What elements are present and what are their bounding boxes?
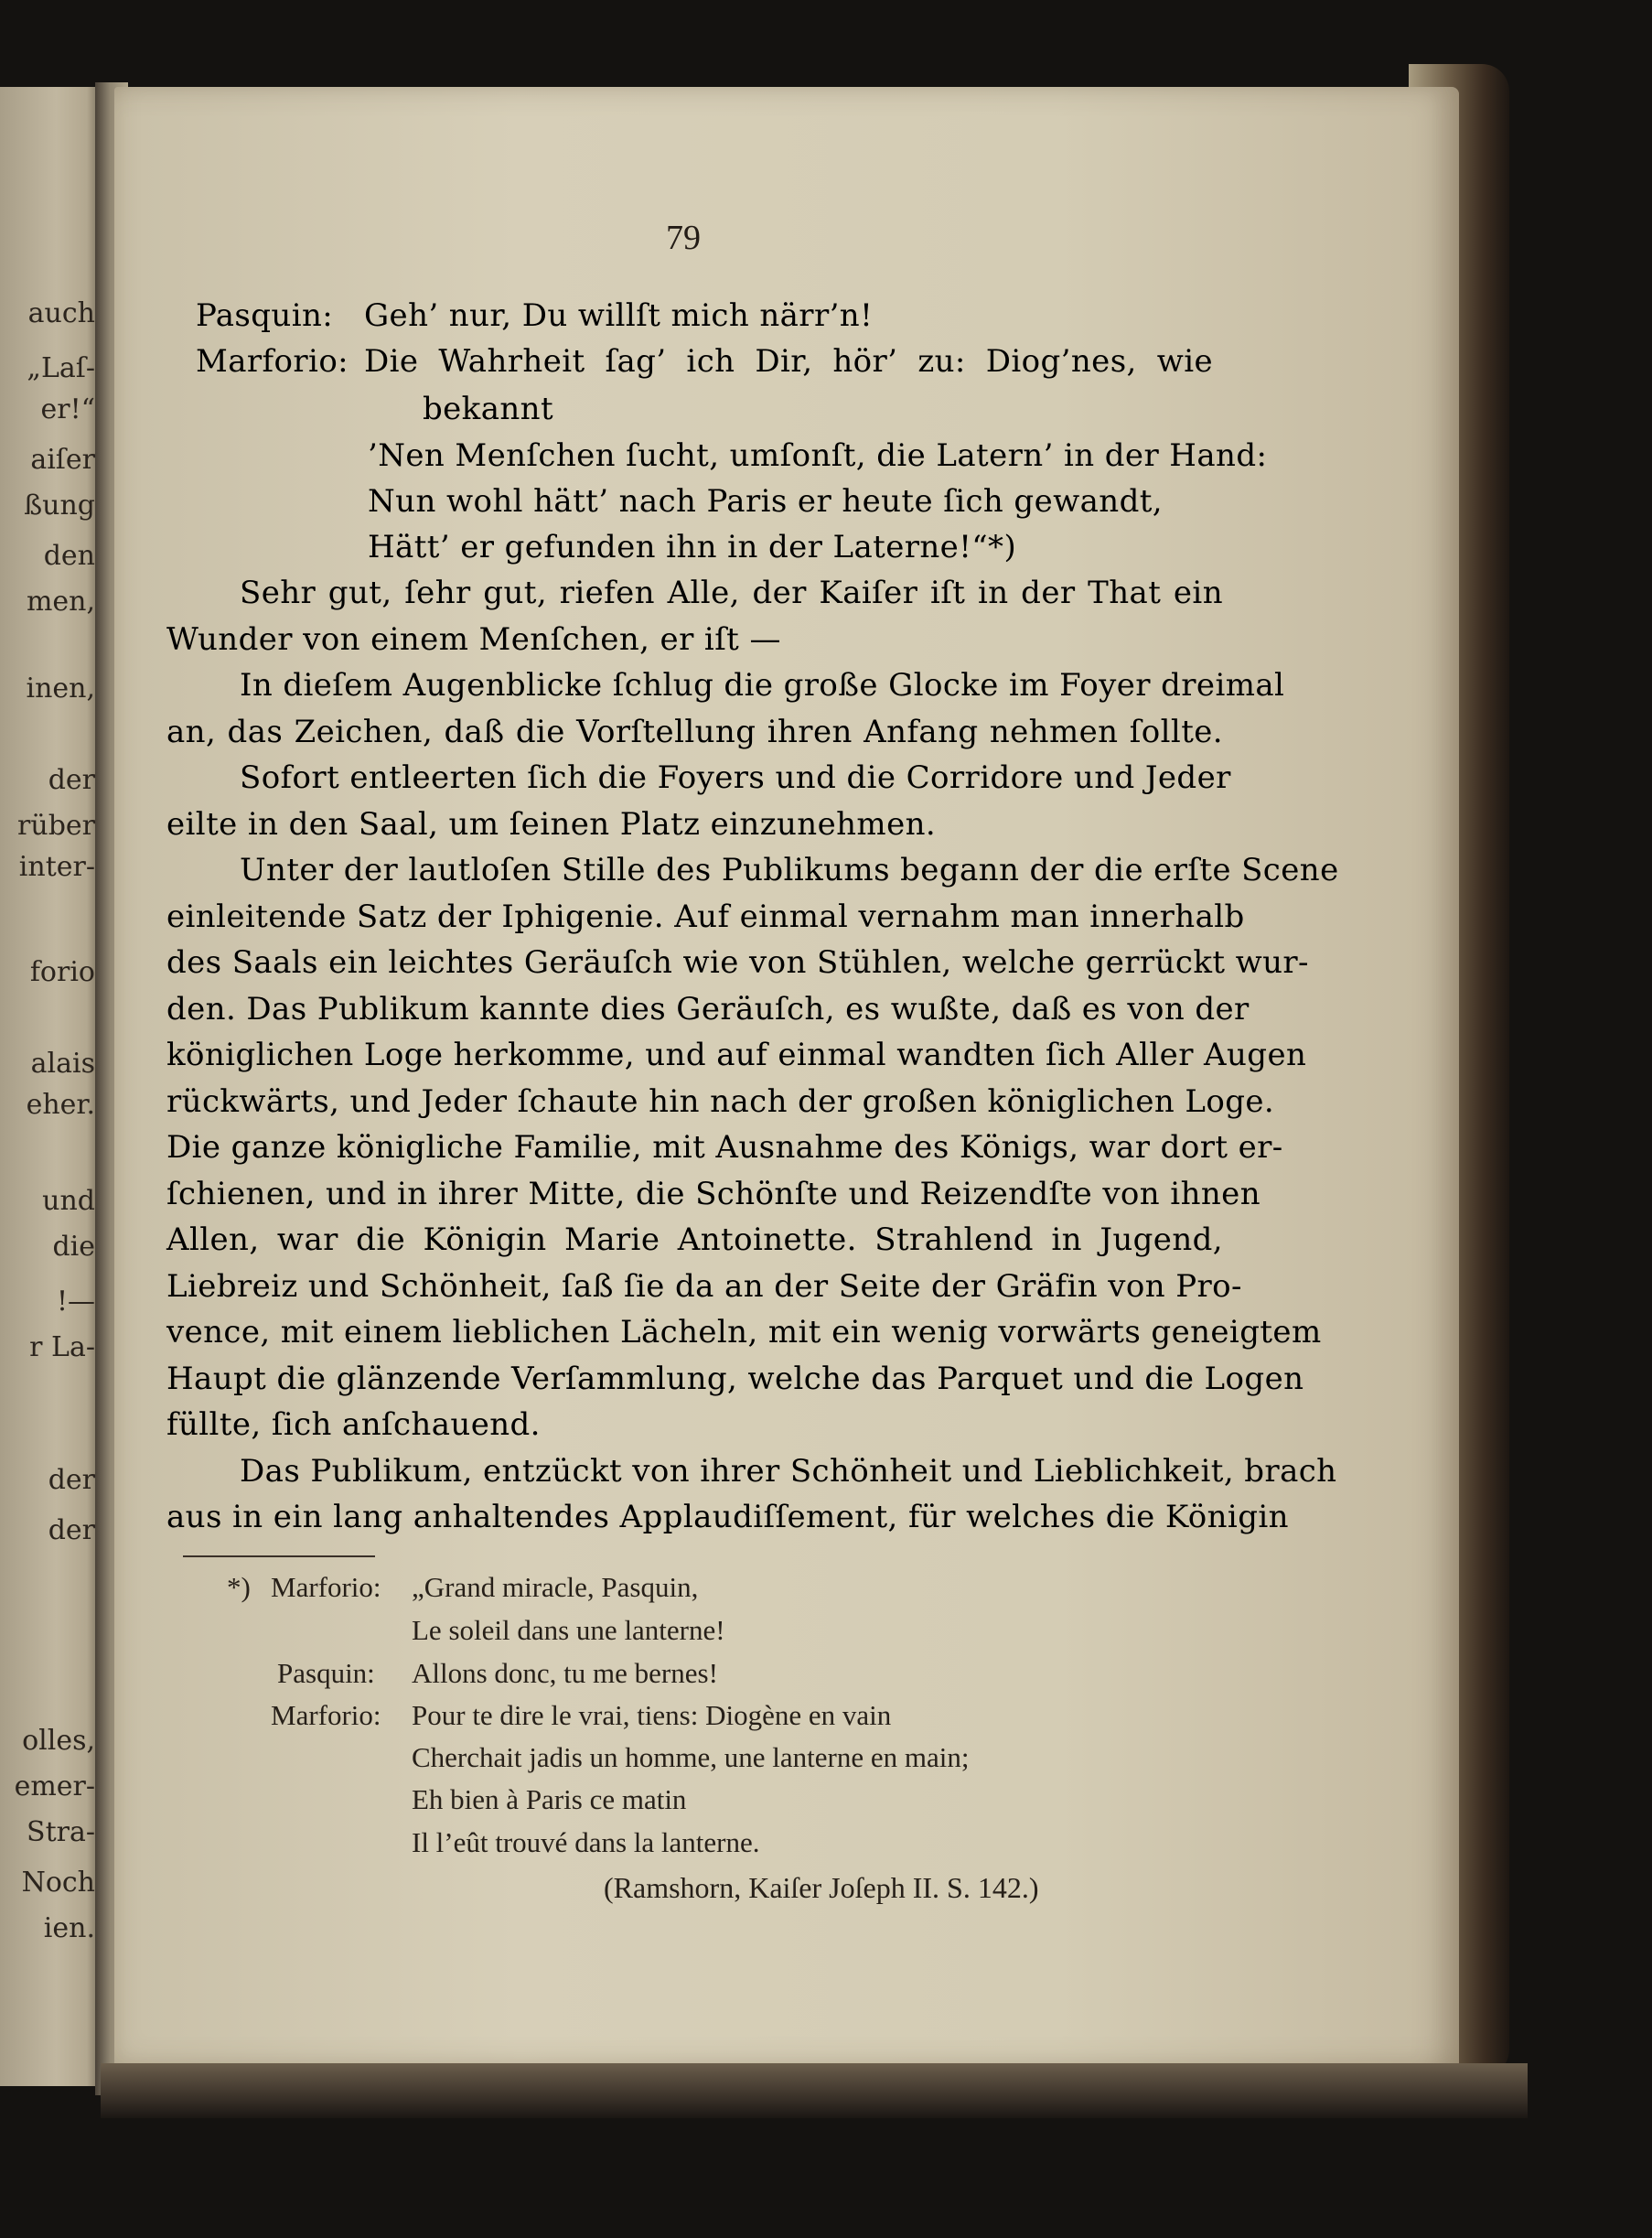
left-page-fragment: eher. xyxy=(26,1089,95,1121)
footnote-source: (Ramshorn, Kaiſer Joſeph II. S. 142.) xyxy=(604,1871,1039,1904)
footnote-speaker: Pasquin: xyxy=(277,1657,375,1689)
body-line: rückwärts, und Jeder ſchaute hin nach der großen königlichen Loge. xyxy=(166,1082,1275,1120)
dialog-line: ’Nen Menſchen ſucht, umſonſt, die Latern’ in der Hand: xyxy=(368,437,1268,474)
left-page-fragment: emer- xyxy=(14,1770,95,1802)
left-page-fragment: r La- xyxy=(29,1331,95,1363)
left-page-fragment: „Laſ- xyxy=(27,352,95,384)
left-page-fragment: inen, xyxy=(26,672,95,705)
footnote-line: Allons donc, tu me bernes! xyxy=(412,1657,718,1689)
body-line: Unter der lautloſen Stille des Publikums begann der die erſte Scene xyxy=(240,852,1339,888)
left-page-fragment: rüber xyxy=(17,810,95,842)
left-page-fragment: Stra- xyxy=(27,1816,95,1848)
left-page-fragment: alais xyxy=(30,1048,95,1080)
left-page-fragment: men, xyxy=(26,586,95,618)
footnote-line: „Grand miracle, Pasquin, xyxy=(412,1571,699,1603)
left-page-fragment: inter- xyxy=(18,851,95,883)
left-page-fragments xyxy=(0,87,102,2086)
footnote-speaker: Marforio: xyxy=(271,1699,381,1731)
footnote-speaker: Marforio: xyxy=(271,1571,381,1603)
left-page-fragment: aiſer xyxy=(30,444,95,476)
left-page-fragment: der xyxy=(48,1514,95,1546)
left-page-edge xyxy=(0,87,102,2086)
page-number: 79 xyxy=(666,219,701,257)
left-page-fragment: der xyxy=(48,764,95,796)
body-line: Haupt die glänzende Verſammlung, welche das Parquet und die Logen xyxy=(166,1360,1304,1397)
dialog-line: Die Wahrheit ſag’ ich Dir, hör’ zu: Diog’nes, wie xyxy=(364,343,1213,380)
body-line: In dieſem Augenblicke ſchlug die große Glocke im Foyer dreimal xyxy=(240,667,1285,704)
dialog-speaker: Marforio: xyxy=(196,343,349,380)
body-line: königlichen Loge herkomme, und auf einmal wandten ſich Aller Augen xyxy=(166,1037,1307,1073)
footnote-line: Il l’eût trouvé dans la lanterne. xyxy=(412,1826,760,1858)
footnote-rule xyxy=(183,1555,375,1557)
dialog-speaker: Pasquin: xyxy=(196,297,334,334)
left-page-fragment: er!“ xyxy=(40,393,95,425)
body-line: des Saals ein leichtes Geräuſch wie von Stühlen, welche gerrückt wur- xyxy=(166,944,1309,981)
dialog-line: Nun wohl hätt’ nach Paris er heute ſich gewandt, xyxy=(368,483,1164,520)
body-line: Liebreiz und Schönheit, ſaß ſie da an der Seite der Gräfin von Pro- xyxy=(166,1267,1242,1305)
left-page-fragment: auch xyxy=(27,297,95,329)
footnote-line: Eh bien à Paris ce matin xyxy=(412,1783,687,1815)
left-page-fragment: der xyxy=(48,1464,95,1496)
left-page-fragment: forio xyxy=(29,956,95,988)
footnote-line: Pour te dire le vrai, tiens: Diogène en vain xyxy=(412,1699,892,1731)
body-line: Die ganze königliche Familie, mit Ausnahme des Königs, war dort er- xyxy=(166,1129,1283,1166)
footnote-line: Le soleil dans une lanterne! xyxy=(412,1614,725,1646)
body-line: aus in ein lang anhaltendes Applaudiſſement, für welches die Königin xyxy=(166,1499,1289,1535)
body-line: Wunder von einem Menſchen, er iſt — xyxy=(166,620,781,658)
body-line: einleitende Satz der Iphigenie. Auf einmal vernahm man innerhalb xyxy=(166,898,1245,935)
left-page-fragment: ien. xyxy=(43,1912,95,1944)
left-page-fragment: den xyxy=(43,540,95,572)
body-line: eilte in den Saal, um ſeinen Platz einzunehmen. xyxy=(166,805,937,843)
body-line: Sehr gut, ſehr gut, riefen Alle, der Kaiſer iſt in der That ein xyxy=(240,575,1223,611)
body-line: vence, mit einem lieblichen Lächeln, mit ein wenig vorwärts geneigtem xyxy=(166,1314,1322,1350)
left-page-fragment: olles, xyxy=(22,1725,95,1757)
left-page-fragment: !— xyxy=(56,1286,95,1318)
book-bottom-edge xyxy=(101,2063,1528,2118)
footnote-marker: *) xyxy=(227,1571,251,1603)
left-page-fragment: ßung xyxy=(24,490,95,522)
body-line: füllte, ſich anſchauend. xyxy=(166,1406,541,1443)
body-line: Sofort entleerten ſich die Foyers und die Corridore und Jeder xyxy=(240,759,1231,796)
body-line: an, das Zeichen, daß die Vorſtellung ihren Anfang nehmen ſollte. xyxy=(166,713,1223,750)
dialog-line: Hätt’ er gefunden ihn in der Laterne!“*) xyxy=(368,529,1017,565)
dialog-line: bekannt xyxy=(423,391,554,427)
body-line: ſchienen, und in ihrer Mitte, die Schönſte und Reizendſte von ihnen xyxy=(166,1175,1260,1212)
body-line: den. Das Publikum kannte dies Geräuſch, es wußte, daß es von der xyxy=(166,990,1250,1028)
footnote-line: Cherchait jadis un homme, une lanterne en main; xyxy=(412,1741,970,1773)
dialog-line: Geh’ nur, Du willſt mich närr’n! xyxy=(364,297,874,334)
body-line: Das Publikum, entzückt von ihrer Schönheit und Lieblichkeit, brach xyxy=(240,1452,1337,1490)
left-page-fragment: und xyxy=(42,1185,95,1217)
left-page-fragment: Noch xyxy=(21,1867,95,1899)
body-line: Allen, war die Königin Marie Antoinette. Strahlend in Jugend, xyxy=(166,1221,1223,1258)
left-page-fragment: die xyxy=(52,1231,95,1263)
